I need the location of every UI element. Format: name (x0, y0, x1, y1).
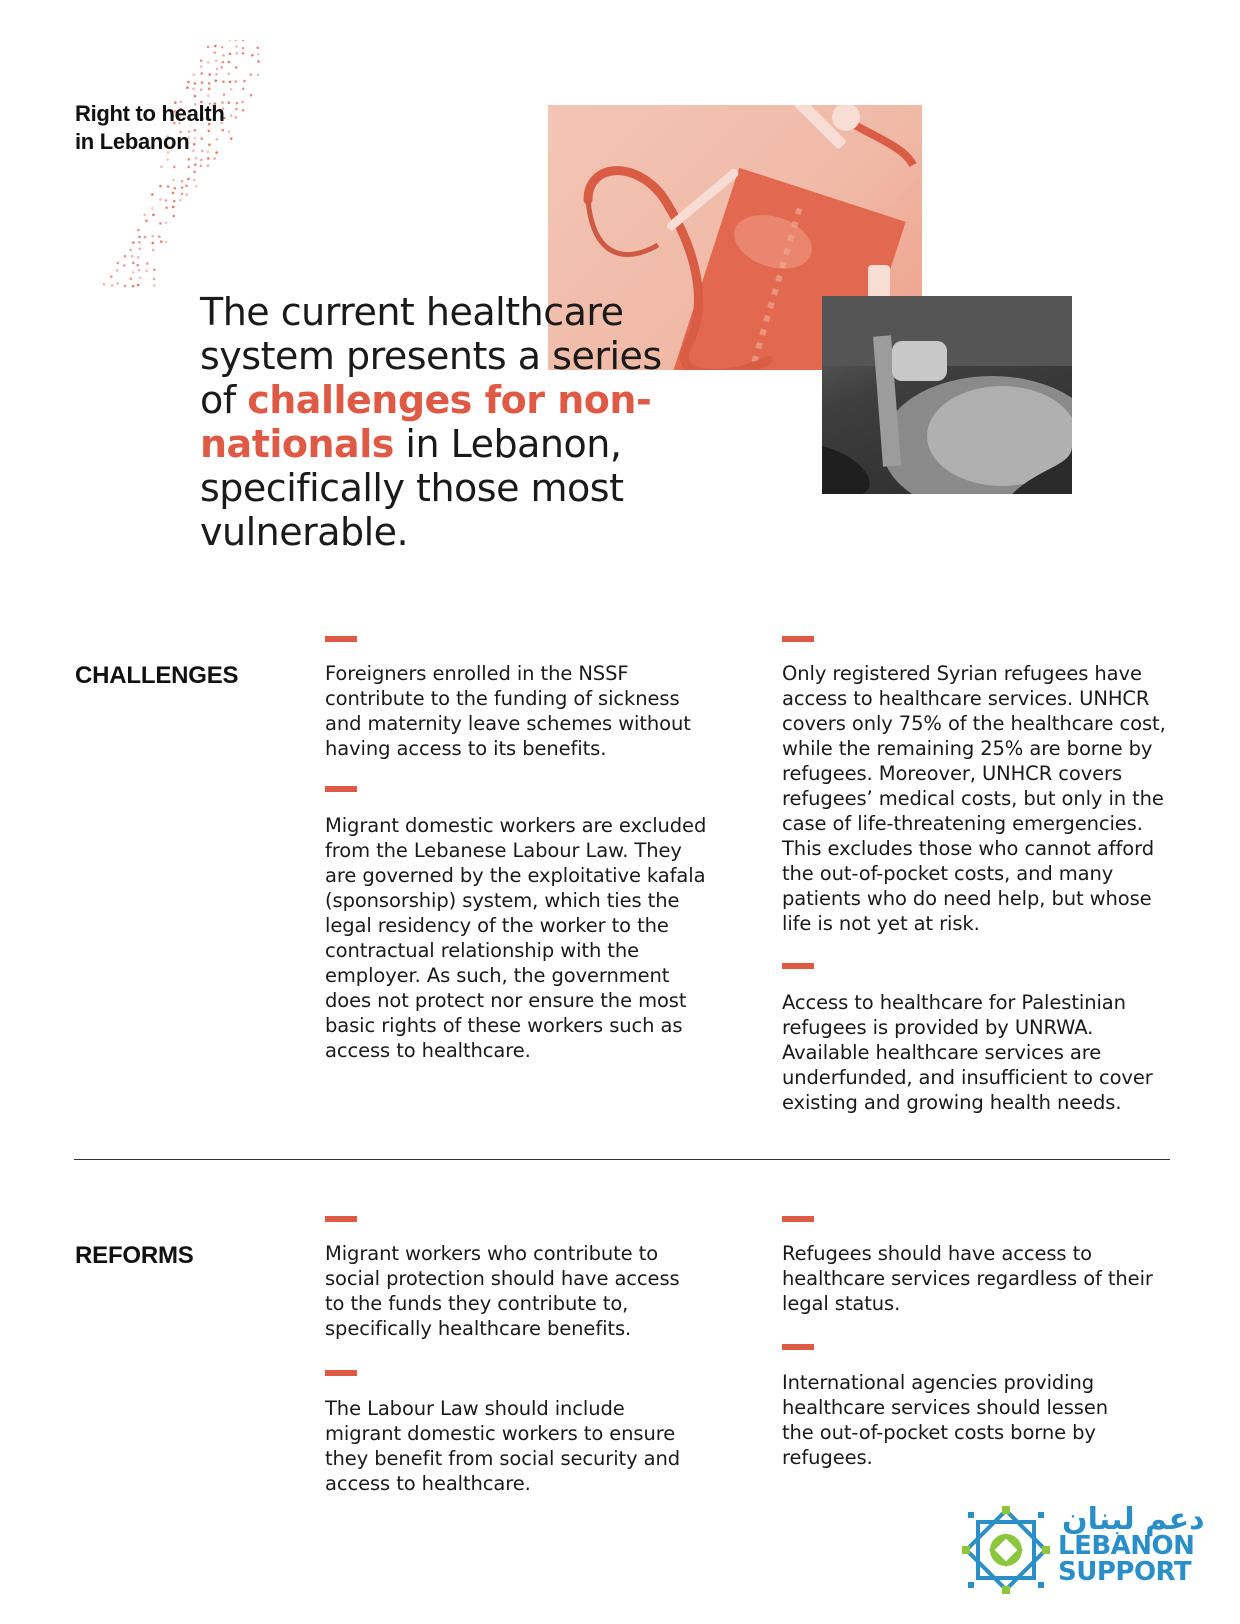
headline-highlight: challenges for non-nationals (200, 378, 652, 466)
challenges-left-dash-1 (325, 636, 357, 642)
headline-part-1: The current healthcare system presents a series of (200, 290, 662, 422)
logo-line-2: SUPPORT (1058, 1557, 1192, 1587)
reforms-left-dash-1 (325, 1216, 357, 1222)
logo-wordmark (1058, 1533, 1194, 1585)
reforms-left-para-2: The Labour Law should include migrant domestic workers to ensure they benefit from social security and access to healthcare. (325, 1397, 681, 1495)
challenges-label: CHALLENGES (75, 662, 239, 689)
title-line-2: in Lebanon (75, 129, 190, 154)
patient-oxygen-mask-photo (822, 296, 1072, 494)
challenges-left-dash-2 (325, 786, 357, 792)
reforms-right-para-1: Refugees should have access to healthcare services regardless of their legal status. (782, 1242, 1153, 1315)
reforms-right-para-2: International agencies providing healthcare services should lessen the out-of-pocket costs borne by refugees. (782, 1371, 1108, 1469)
challenges-right-dash-2 (782, 963, 814, 969)
lebanon-support-logo-mark (958, 1502, 1054, 1598)
headline (200, 290, 700, 554)
challenges-right-para-2: Access to healthcare for Palestinian refugees is provided by UNRWA. Available healthcare services are underfunded, and insufficient to cover existing and growing health needs. (782, 991, 1153, 1114)
reforms-left-dash-2 (325, 1370, 357, 1376)
challenges-right-dash-1 (782, 636, 814, 642)
reforms-right-dash-2 (782, 1344, 814, 1350)
reforms-label: REFORMS (75, 1242, 194, 1269)
challenges-left-para-1: Foreigners enrolled in the NSSF contribute to the funding of sickness and maternity leave schemes without having access to its benefits. (325, 662, 691, 760)
document-title (75, 100, 224, 156)
logo-arabic-text: دعم لبنان (1062, 1502, 1205, 1537)
title-line-1: Right to health (75, 101, 225, 126)
logo-line-1: LEBANON (1058, 1531, 1195, 1561)
lebanon-map-dots (90, 40, 290, 290)
challenges-left-para-2: Migrant domestic workers are excluded from the Lebanese Labour Law. They are governed by the exploitative kafala (sponsorship) system, which ties the legal residency of the worker to the contractual relationship with the employer. As such, the government does not protect nor ensure the most basic rights of these workers such as access to healthcare. (325, 814, 707, 1062)
reforms-left-para-1: Migrant workers who contribute to social protection should have access to the funds they contribute to, specifically healthcare benefits. (325, 1242, 680, 1340)
headline-part-2: in Lebanon, specifically those most vulnerable. (200, 422, 624, 554)
section-divider (74, 1159, 1170, 1160)
reforms-right-dash-1 (782, 1216, 814, 1222)
challenges-right-para-1: Only registered Syrian refugees have access to healthcare services. UNHCR covers only 75% of the healthcare cost, while the remaining 25% are borne by refugees. Moreover, UNHCR covers refugees’ medical costs, but only in the case of life-threatening emergencies. This excludes those who cannot afford the out-of-pocket costs, and many patients who do need help, but whose life is not yet at risk. (782, 662, 1166, 935)
